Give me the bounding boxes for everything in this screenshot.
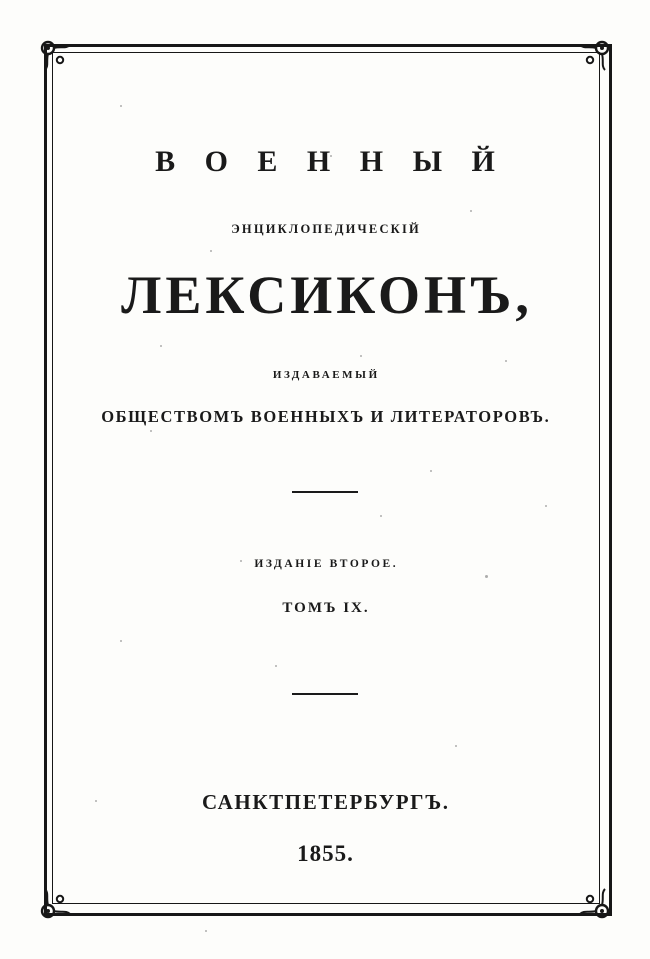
title-main: В О Е Н Н Ы Й [155, 145, 506, 178]
volume-statement: ТОМЪ IX. [282, 599, 370, 616]
title-subtitle: ЭНЦИКЛОПЕДИЧЕСКІЙ [231, 222, 421, 236]
divider-rule [292, 491, 358, 493]
year-of-publication: 1855. [297, 840, 354, 866]
published-by-label: ИЗДАВАЕМЫЙ [272, 368, 380, 381]
publisher-society: ОБЩЕСТВОМЪ ВОЕННЫХЪ И ЛИТЕРАТОРОВЪ. [101, 406, 551, 426]
title-large: ЛЕКСИКОНЪ, [121, 265, 533, 325]
edition-statement: ИЗДАНІЕ ВТОРОЕ. [254, 557, 399, 570]
divider-rule [292, 693, 358, 695]
place-of-publication: САНКТПЕТЕРБУРГЪ. [201, 789, 450, 814]
paper-speck [205, 930, 207, 932]
title-block [60, 60, 590, 894]
